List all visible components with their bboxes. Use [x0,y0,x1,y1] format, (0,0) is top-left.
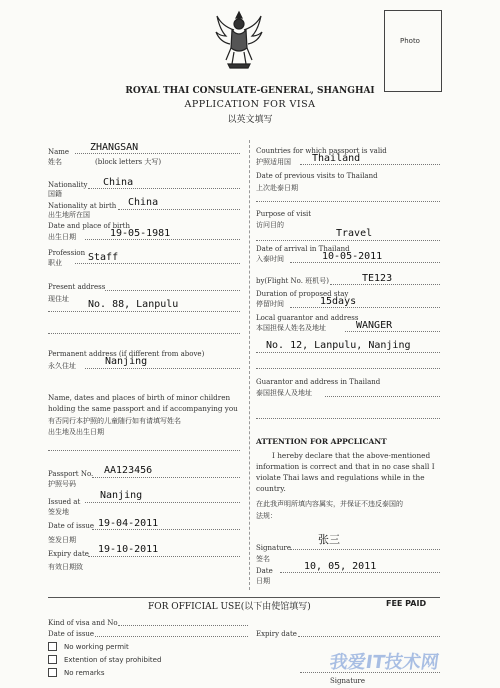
duration-label: Duration of proposed stay [256,290,349,298]
passport-label: Passport No. [48,470,94,478]
guarantor-cn: 本国担保人姓名及地址 [256,324,326,332]
official-kind-label: Kind of visa and No [48,619,118,627]
nationality-value[interactable]: China [103,177,134,188]
doi-cn: 签发日期 [48,536,76,544]
purpose-value[interactable]: Travel [336,228,373,239]
minors-text-1: Name, dates and places of birth of minor children [48,393,231,402]
name-label: Name [48,148,70,156]
dob-cn: 出生日期 [48,233,76,241]
attention-cn-2: 法规： [256,512,277,520]
date-cn: 日期 [256,577,270,585]
name-value[interactable]: ZHANGSAN [90,142,139,153]
profession-value[interactable]: Staff [88,252,119,263]
doi-label: Date of issue [48,522,95,530]
opt-no-working-permit: No working permit [64,643,129,651]
photo-box[interactable] [384,10,442,92]
nat-birth-value[interactable]: China [128,197,159,208]
expiry-value[interactable]: 19-10-2011 [98,544,159,555]
present-label: Present address [48,283,106,291]
countries-label: Countries for which passport is valid [256,147,387,155]
no-remarks-checkbox[interactable] [48,668,57,677]
issued-cn: 签发地 [48,508,69,516]
nat-birth-label: Nationality at birth [48,202,117,210]
guar-th-label: Guarantor and address in Thailand [256,378,381,386]
passport-value[interactable]: AA123456 [104,465,153,476]
official-signature-label: Signature [330,677,366,685]
minors-text-2: holding the same passport and if accompanying you [48,404,238,413]
arrival-cn: 入泰时间 [256,255,284,263]
guar-th-cn: 泰国担保人及地址 [256,389,312,397]
duration-value[interactable]: 15days [320,296,357,307]
form-subtitle: 以英文填写 [227,115,273,125]
block-letters-label: (block letters 大写) [95,158,162,166]
consulate-title: ROYAL THAI CONSULATE-GENERAL, SHANGHAI [125,86,375,96]
official-doi-label: Date of issue [48,630,95,638]
minors-cn-2: 出生地及出生日期 [48,428,104,436]
extension-prohibited-checkbox[interactable] [48,655,57,664]
signature-cn: 签名 [256,555,270,563]
column-divider [249,140,250,590]
guarantor-address-value[interactable]: No. 12, Lanpulu, Nanjing [266,340,411,351]
expiry-label: Expiry date [48,550,89,558]
profession-cn: 职业 [48,259,62,267]
doi-value[interactable]: 19-04-2011 [98,518,159,529]
guarantor-label: Local guarantor and address [256,314,359,322]
flight-value[interactable]: TE123 [362,273,393,284]
minors-cn-1: 有否同行本护照的儿童随行如有请填写姓名 [48,417,181,425]
official-title: FOR OFFICIAL USE(以下由使馆填写) [148,602,311,612]
date-label: Date [256,567,273,575]
dob-value[interactable]: 19-05-1981 [110,228,171,239]
attention-line-3: violate Thai laws and regulations while in the [256,473,425,482]
perm-value[interactable]: Nanjing [105,356,148,367]
fee-paid-label: FEE PAID [386,599,427,608]
nationality-cn: 国籍 [48,190,62,198]
prev-visits-label: Date of previous visits to Thailand [256,172,378,180]
attention-cn-1: 在此我声明所填内容属实，并保证不违反泰国的 [256,500,403,508]
no-working-permit-checkbox[interactable] [48,642,57,651]
issued-label: Issued at [48,498,81,506]
purpose-cn: 访问目的 [256,221,284,229]
attention-line-1: I hereby declare that the above-mentioned [272,451,431,460]
name-cn: 姓名 [48,158,62,166]
present-value[interactable]: No. 88, Lanpulu [88,299,179,310]
prev-visits-cn: 上次赴泰日期 [256,184,298,192]
perm-label: Permanent address (if different from above) [48,350,205,358]
date-value[interactable]: 10, 05, 2011 [304,561,377,572]
nationality-label: Nationality [48,181,88,189]
dob-label: Date and place of birth [48,222,130,230]
photo-label: Photo [400,37,420,45]
attention-line-4: country. [256,484,286,493]
signature-label: Signature [256,544,292,552]
duration-cn: 停留时间 [256,300,284,308]
opt-no-remarks: No remarks [64,669,105,677]
profession-label: Profession [48,249,86,257]
nat-birth-cn: 出生地所在国 [48,211,90,219]
issued-value[interactable]: Nanjing [100,490,143,501]
expiry-cn: 有效日期致 [48,563,83,571]
perm-cn: 永久住址 [48,362,76,370]
watermark-text: 我爱IT技术网 [328,652,441,673]
passport-cn: 护照号码 [48,480,76,488]
present-cn: 现住址 [48,295,69,303]
purpose-label: Purpose of visit [256,210,312,218]
form-title: APPLICATION FOR VISA [184,99,316,110]
arrival-value[interactable]: 10-05-2011 [322,251,383,262]
guarantor-value[interactable]: WANGER [356,320,393,331]
attention-title: ATTENTION FOR APPCLICANT [256,437,387,446]
arrival-label: Date of arrival in Thailand [256,245,350,253]
opt-extension-prohibited: Extention of stay prohibited [64,656,162,664]
attention-line-2: information is correct and that in no case shall I [256,462,435,471]
garuda-emblem-icon [214,8,264,72]
official-separator [48,597,440,598]
countries-cn: 护照适用国 [256,158,291,166]
flight-label: by(Flight No. 班机号) [256,277,329,285]
signature-value[interactable]: 张三 [318,533,340,546]
official-expiry-label: Expiry date [256,630,297,638]
countries-value[interactable]: Thailand [312,153,361,164]
